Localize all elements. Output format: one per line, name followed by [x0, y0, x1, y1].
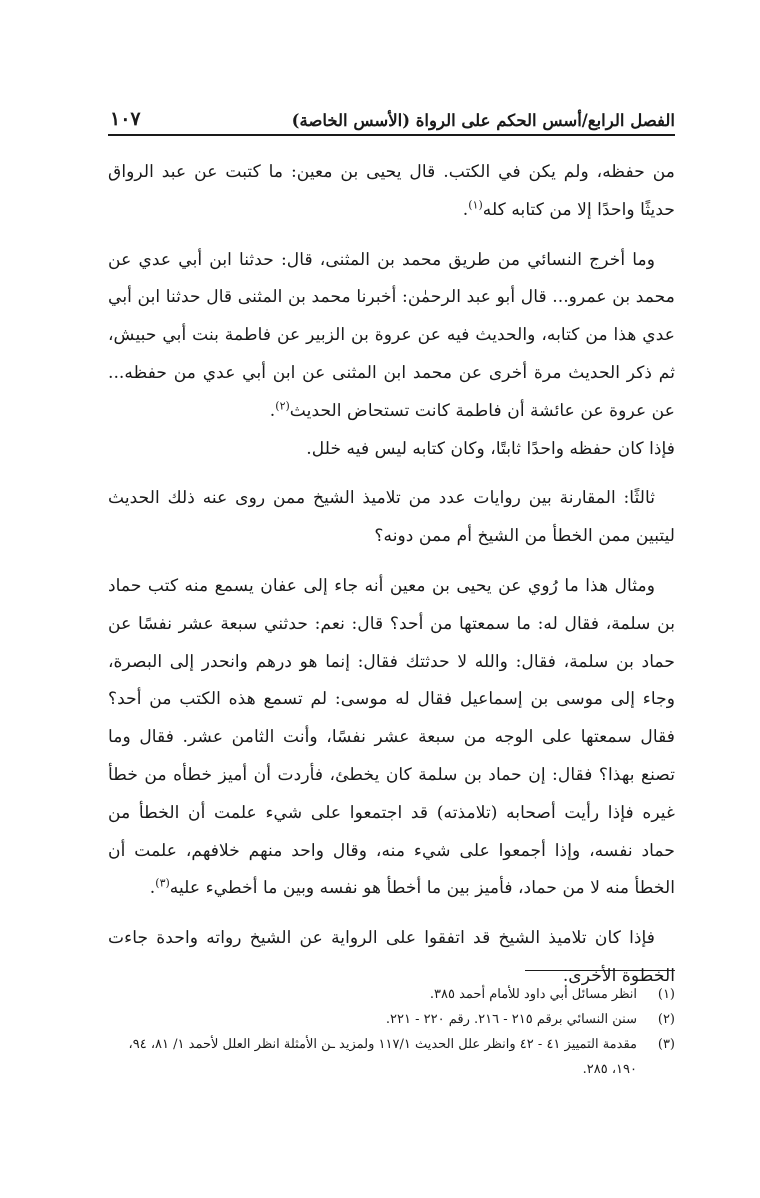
footnote-number: (١) [657, 987, 675, 1002]
footnote-text: سنن النسائي برقم ٢١٥ - ٢١٦. رقم ٢٢٠ - ٢٢١. [385, 1012, 637, 1027]
footnote-text: انظر مسائل أبي داود للأمام أحمد ٣٨٥. [429, 987, 637, 1002]
chapter-title: الفصل الرابع/أسس الحكم على الرواة (الأسس الخاصة) [291, 111, 675, 130]
body-text [108, 154, 675, 996]
paragraph-5: فإذا كان تلاميذ الشيخ قد اتفقوا على الرواية عن الشيخ رواته واحدة جاءت الخطوة الأخرى. [108, 928, 675, 986]
footnote-number: (٢) [657, 1012, 675, 1027]
footnote-3 [108, 1032, 675, 1082]
paragraph-tail: . [462, 199, 469, 220]
paragraph-text: من حفظه، ولم يكن في الكتب. قال يحيى بن معين: ما كتبت عن عبد الرواق حديثًا واحدًا إلا من كتابه كله [108, 162, 675, 220]
footnote-ref-3[interactable]: (٣) [155, 876, 170, 890]
footnote-text: مقدمة التمييز ٤١ - ٤٢ وانظر علل الحديث ١١٧/١ ولمزيد ـن الأمثلة انظر العلل لأحمد ١/ ٨١، ٩٤، ١٩٠، ٢٨٥. [128, 1037, 637, 1077]
paragraph-text: ومثال هذا ما رُوي عن يحيى بن معين أنه جاء إلى عفان يسمع منه كتب حماد بن سلمة، فقال له: ما سمعتها من أحد؟ قال: نعم: حدثني سبعة عشر نفسًا عن حماد بن سلمة، فقال: والله لا حدثتك فقال: إنما هو درهم وانحدر إلى البصرة، وجاء إلى موسى بن إسماعيل فقال له موسى: لم تسمع هذه الكتب من أحد؟ فقال سمعتها على الوجه من سبعة عشر نفسًا، وأنت الثامن عشر. فقال وما تصنع بهذا؟ فقال: إن حماد بن سلمة كان يخطئ، فأردت أن أميز خطأه من خطأ غيره فإذا رأيت أصحابه (تلامذته) قد اجتمعوا على شيء علمت أن الخطأ من حماد نفسه، وإذا أجمعوا على شيء منه، وقال واحد منهم خلافهم، علمت أن الخطأ منه لا من حماد، فأميز بين ما أخطأ هو نفسه وبين ما أخطيء عليه [108, 575, 675, 899]
footnote-ref-2[interactable]: (٢) [275, 399, 290, 413]
footnote-1 [108, 982, 675, 1007]
paragraph-text: وما أخرج النسائي من طريق محمد بن المثنى، قال: حدثنا ابن أبي عدي عن محمد بن عمرو... قال أبو عبد الرحمٰن: أخبرنا محمد بن المثنى قال حدثنا ابن أبي عدي هذا من كتابه، والحديث فيه عن عروة بن الزبير عن فاطمة بنت أبي حبيش، ثم ذكر الحديث مرة أخرى عن محمد ابن المثنى عن ابن أبي عدي من حفظه... عن عروة عن عائشة أن فاطمة كانت تستحاض الحديث [108, 249, 675, 421]
paragraph-4 [108, 568, 675, 908]
footnote-separator [525, 970, 675, 971]
paragraph-3: ثالثًا: المقارنة بين روايات عدد من تلاميذ الشيخ ممن روى عنه ذلك الحديث ليتبين ممن الخطأ من الشيخ أم ممن دونه؟ [108, 488, 675, 547]
paragraph-2-continuation: فإذا كان حفظه واحدًا ثابتًا، وكان كتابه ليس فيه خلل. [306, 438, 675, 459]
paragraph-1 [108, 154, 675, 230]
paragraph-tail: . [269, 400, 276, 421]
page-number: ١٠٧ [110, 108, 141, 130]
footnote-2 [108, 1007, 675, 1032]
footnotes [108, 982, 675, 1082]
paragraph-2 [108, 242, 675, 431]
footnote-number: (٣) [657, 1037, 675, 1052]
running-header [108, 100, 675, 136]
paragraph-tail: . [149, 878, 156, 899]
book-page [108, 100, 675, 1158]
footnote-ref-1[interactable]: (١) [468, 198, 483, 212]
